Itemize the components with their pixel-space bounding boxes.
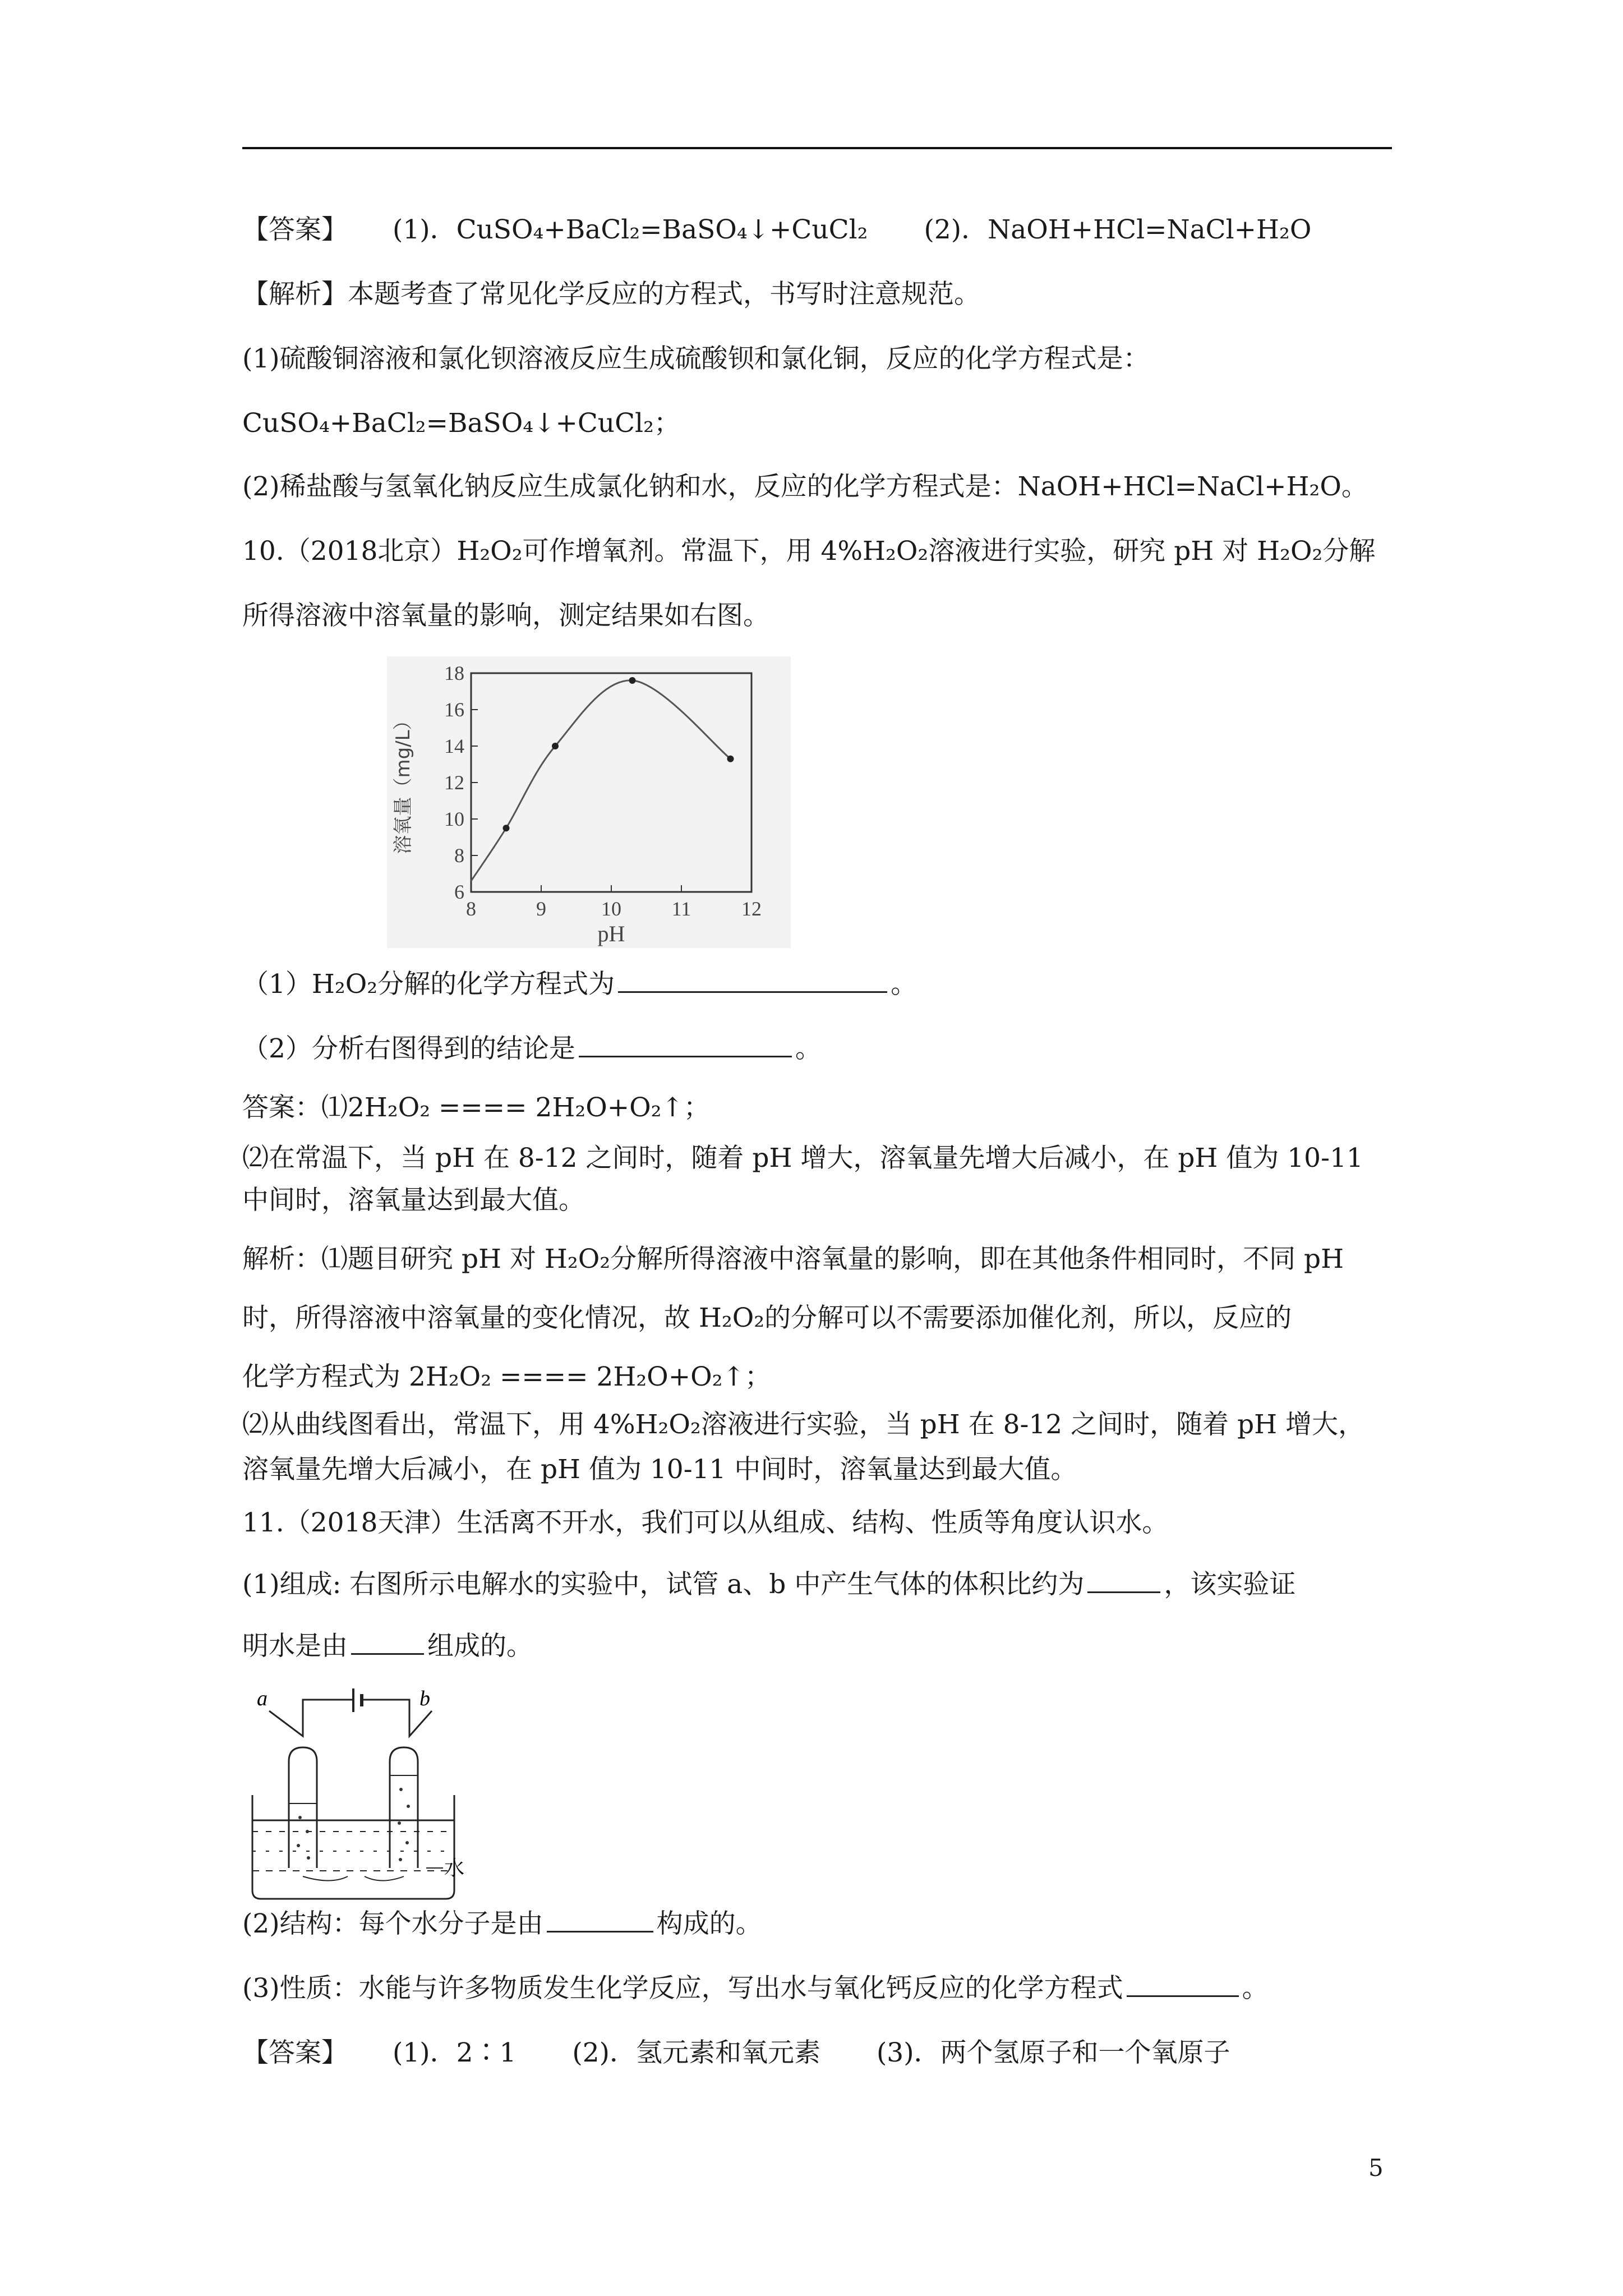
q10-sub1-suffix: 。 — [891, 969, 917, 1000]
y-tick-label: 18 — [444, 662, 464, 684]
q10-sub2-prefix: （2）分析右图得到的结论是 — [242, 1033, 575, 1064]
x-axis-label: pH — [597, 921, 625, 946]
y-tick-label: 16 — [444, 698, 464, 721]
q11-answer-line — [242, 2036, 1230, 2070]
y-tick-label: 12 — [444, 771, 464, 794]
q10-sub2-suffix: 。 — [795, 1033, 822, 1064]
data-point — [552, 743, 559, 749]
electrode-label-a: a — [257, 1687, 268, 1710]
answer-blank[interactable] — [1127, 1973, 1239, 1997]
q11-answer-1: (1)．2∶1 — [393, 2037, 517, 2068]
x-tick-label: 12 — [741, 898, 762, 920]
water-label: 水 — [444, 1857, 465, 1880]
answer-blank[interactable] — [547, 1908, 653, 1932]
q9-analysis-1: (1)硫酸铜溶液和氯化钡溶液反应生成硫酸钡和氯化铜，反应的化学方程式是： — [242, 343, 1150, 374]
q10-analysis-1b: 时，所得溶液中溶氧量的变化情况，故 H₂O₂的分解可以不需要添加催化剂，所以，反应的 — [242, 1303, 1292, 1333]
answer-part2-prefix: (2)． — [924, 214, 988, 245]
analysis-intro-text: 本题考查了常见化学反应的方程式，书写时注意规范。 — [348, 279, 980, 310]
q11-sub3-prefix: (3)性质：水能与许多物质发生化学反应，写出水与氧化钙反应的化学方程式 — [242, 1973, 1123, 2004]
q10-answer-2b: 中间时，溶氧量达到最大值。 — [242, 1185, 585, 1216]
x-tick-label: 11 — [671, 898, 691, 920]
q10-analysis-1c: 化学方程式为 2H₂O₂ ==== 2H₂O+O₂↑； — [242, 1361, 771, 1392]
answer-part1-eq: CuSO₄+BaCl₂=BaSO₄↓+CuCl₂ — [456, 214, 868, 245]
q10-stem-line2: 所得溶液中溶氧量的影响，测定结果如右图。 — [242, 600, 769, 631]
x-tick-label: 8 — [466, 898, 476, 920]
test-tube-b — [390, 1747, 418, 1868]
data-point — [503, 825, 510, 831]
answer-label: 【答案】 — [242, 2037, 348, 2068]
wire-left — [269, 1700, 353, 1736]
answer-part1-prefix: (1)． — [393, 214, 457, 245]
q10-analysis-2a: ⑵从曲线图看出，常温下，用 4%H₂O₂溶液进行实验，当 pH 在 8-12 之间时，随着 pH 增大， — [242, 1409, 1365, 1440]
basin — [252, 1795, 454, 1899]
q11-sub1-line1-suffix: ，该实验证 — [1164, 1569, 1296, 1600]
q11-sub3 — [242, 1972, 1269, 2005]
q10-analysis-1a: 解析：⑴题目研究 pH 对 H₂O₂分解所得溶液中溶氧量的影响，即在其他条件相同时，不同 pH — [242, 1244, 1344, 1274]
y-tick-label: 14 — [444, 735, 464, 757]
q11-sub1-line1 — [242, 1568, 1295, 1602]
y-tick-label: 8 — [454, 844, 464, 867]
electrolysis-apparatus — [241, 1683, 488, 1907]
answer-label: 【答案】 — [242, 214, 348, 245]
q11-sub2 — [242, 1907, 762, 1941]
answer-part2-eq: NaOH+HCl=NaCl+H₂O — [988, 214, 1312, 245]
q10-sub1 — [242, 968, 917, 1001]
y-tick-label: 6 — [454, 881, 464, 903]
q11-answer-3: (3)．两个氢原子和一个氧原子 — [876, 2037, 1230, 2068]
q11-sub1-line2-suffix: 组成的。 — [427, 1631, 533, 1662]
q11-sub1-line1-prefix: (1)组成: 右图所示电解水的实验中，试管 a、b 中产生气体的体积比约为 — [242, 1569, 1085, 1600]
q9-analysis-1-equation: CuSO₄+BaCl₂=BaSO₄↓+CuCl₂； — [242, 408, 680, 439]
y-axis-label: 溶氧量（mg/L） — [392, 711, 414, 854]
bubbles — [297, 1788, 410, 1861]
page-number: 5 — [1368, 2154, 1384, 2182]
answer-blank[interactable] — [579, 1033, 792, 1057]
answer-blank[interactable] — [618, 969, 887, 993]
answer-blank[interactable] — [351, 1631, 424, 1655]
q10-answer-1: 答案：⑴2H₂O₂ ==== 2H₂O+O₂↑； — [242, 1092, 710, 1123]
header-rule — [242, 147, 1392, 149]
electrode-label-b: b — [419, 1687, 430, 1710]
q9-analysis-2: (2)稀盐酸与氢氧化钠反应生成氯化钠和水，反应的化学方程式是：NaOH+HCl=NaCl+H₂O。 — [242, 471, 1368, 502]
y-tick-label: 10 — [444, 808, 464, 830]
electrode-leads — [303, 1876, 404, 1881]
x-tick-label: 9 — [536, 898, 546, 920]
q9-analysis-intro — [242, 278, 980, 311]
dissolved-oxygen-chart — [387, 656, 791, 948]
q10-answer-2a: ⑵在常温下，当 pH 在 8-12 之间时，随着 pH 增大，溶氧量先增大后减小，在 pH 值为 10-11 — [242, 1143, 1363, 1174]
q10-sub1-prefix: （1）H₂O₂分解的化学方程式为 — [242, 969, 615, 1000]
q10-stem-line1: 10.（2018北京）H₂O₂可作增氧剂。常温下，用 4%H₂O₂溶液进行实验，研究 pH 对 H₂O₂分解 — [242, 536, 1376, 567]
answer-blank[interactable] — [1087, 1569, 1160, 1593]
q11-stem: 11.（2018天津）生活离不开水，我们可以从组成、结构、性质等角度认识水。 — [242, 1507, 1169, 1538]
q10-sub2 — [242, 1032, 822, 1066]
test-tube-a — [289, 1747, 317, 1868]
q11-sub1-line2 — [242, 1630, 533, 1663]
q11-sub2-prefix: (2)结构：每个水分子是由 — [242, 1908, 543, 1939]
x-tick-label: 10 — [601, 898, 621, 920]
q11-sub3-suffix: 。 — [1242, 1973, 1269, 2004]
data-point — [629, 677, 636, 684]
data-point — [727, 756, 734, 762]
analysis-label: 【解析】 — [242, 279, 348, 310]
q10-analysis-2b: 溶氧量先增大后减小，在 pH 值为 10-11 中间时，溶氧量达到最大值。 — [242, 1454, 1077, 1485]
q11-sub1-line2-prefix: 明水是由 — [242, 1631, 348, 1662]
q11-sub2-suffix: 构成的。 — [656, 1908, 762, 1939]
q11-answer-2: (2)．氢元素和氧元素 — [572, 2037, 820, 2068]
q9-answer-line — [242, 213, 1311, 247]
